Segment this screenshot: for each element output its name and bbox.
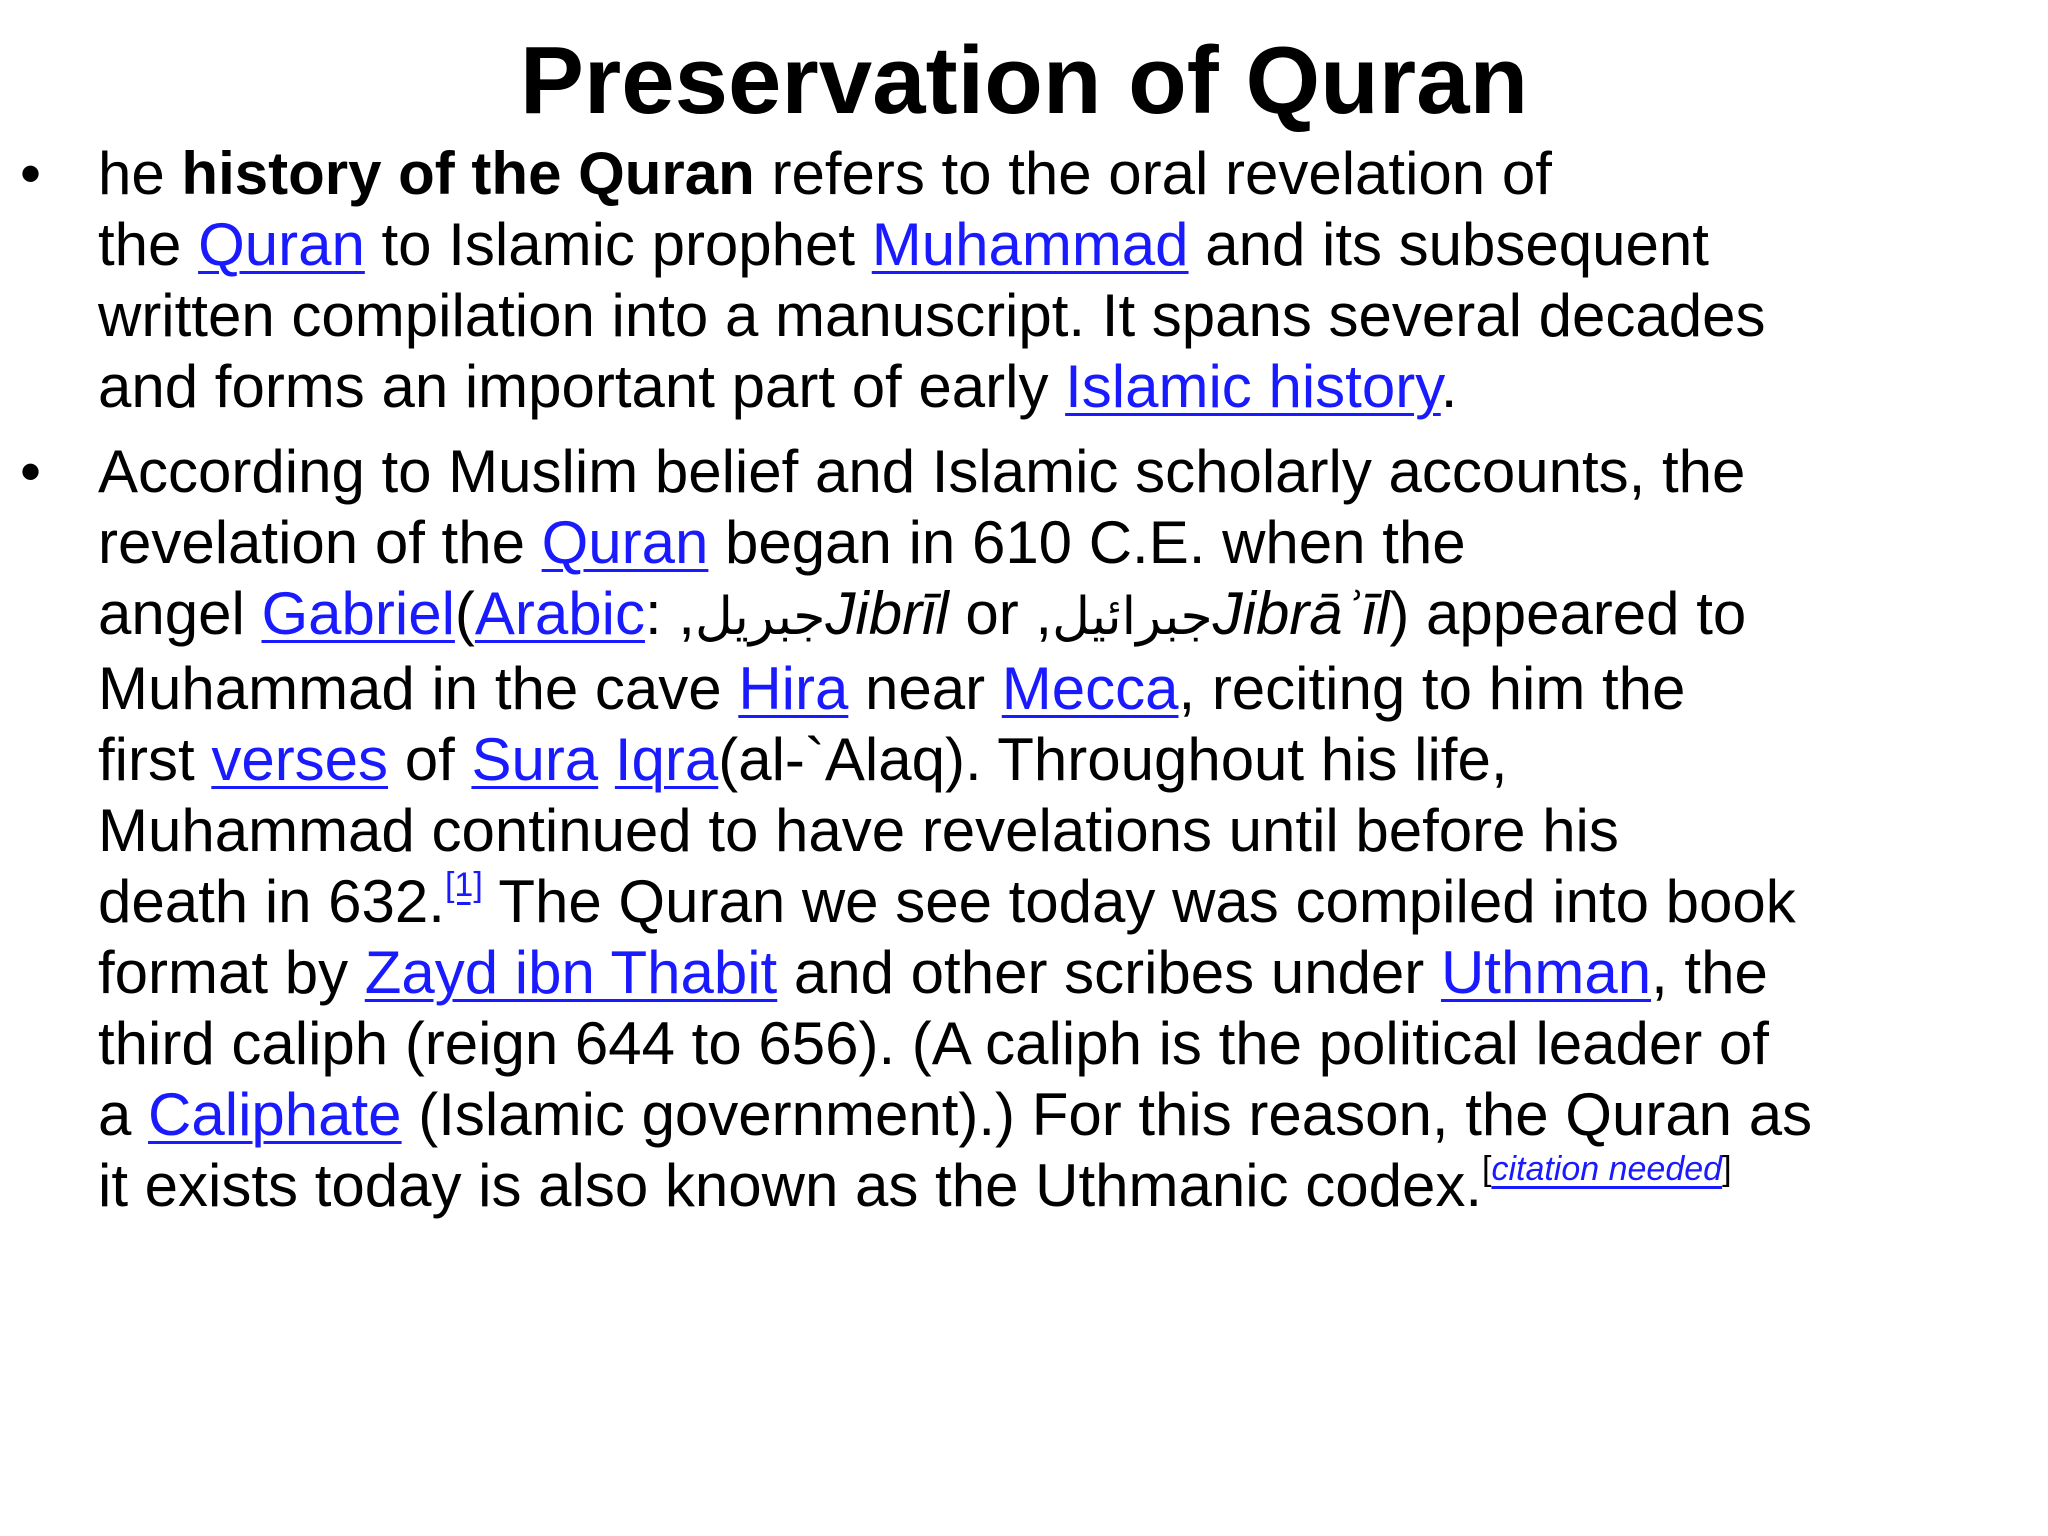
text: angel	[98, 580, 262, 647]
text: (Islamic government).) For this reason, the Quran as	[401, 1081, 1813, 1148]
bold-text: history of the Quran	[181, 140, 755, 207]
link-sura[interactable]: Sura	[471, 726, 599, 793]
text: and other scribes under	[777, 939, 1441, 1006]
text-line	[98, 578, 2030, 653]
text-line	[98, 138, 2030, 209]
text: of	[388, 726, 472, 793]
link-muhammad[interactable]: Muhammad	[871, 211, 1189, 278]
text: : ,	[644, 580, 695, 647]
text: , the	[1651, 939, 1768, 1006]
text: death in 632.	[98, 868, 445, 935]
text-line	[98, 724, 2030, 795]
text-line	[98, 436, 2030, 507]
text: and forms an important part of early	[98, 353, 1066, 420]
text: (al-`Alaq). Throughout his life,	[718, 726, 1508, 793]
text-line	[98, 937, 2030, 1008]
link-quran[interactable]: Quran	[541, 509, 709, 576]
link-hira[interactable]: Hira	[738, 655, 849, 722]
text-line	[98, 866, 2030, 937]
text: refers to the oral revelation of	[754, 140, 1552, 207]
text-line	[98, 209, 2030, 280]
text: began in 610 C.E. when the	[708, 509, 1466, 576]
text: and its subsequent	[1188, 211, 1709, 278]
link-arabic[interactable]: Arabic	[474, 580, 645, 647]
text: Muhammad in the cave	[98, 655, 739, 722]
text-line	[98, 280, 2030, 351]
link-quran[interactable]: Quran	[198, 211, 365, 278]
link-caliphate[interactable]: Caliphate	[148, 1081, 402, 1148]
text: (	[454, 580, 475, 647]
arabic-text: جبريل	[694, 587, 826, 647]
link-gabriel[interactable]: Gabriel	[261, 580, 455, 647]
text: , reciting to him the	[1178, 655, 1686, 722]
text: ) appeared to	[1389, 580, 1747, 647]
text: .	[1440, 353, 1458, 420]
transliteration: Jibrīl	[825, 580, 949, 647]
bracket: ]	[1722, 1150, 1732, 1188]
text-line	[98, 653, 2030, 724]
text: to Islamic prophet	[364, 211, 872, 278]
text	[598, 726, 615, 793]
text: revelation of the	[98, 509, 542, 576]
slide-title: Preservation of Quran	[519, 27, 1529, 134]
text: third caliph (reign 644 to 656). (A caliph is the political leader of	[98, 1010, 1769, 1077]
text-line	[98, 507, 2030, 578]
citation-needed-link[interactable]: citation needed	[1491, 1150, 1723, 1188]
arabic-text: جبرائيل	[1052, 587, 1213, 647]
text: it exists today is also known as the Uthmanic codex.	[98, 1152, 1482, 1219]
text: the	[98, 211, 199, 278]
footnote-link-1[interactable]: [1]	[444, 866, 483, 904]
text: or ,	[948, 580, 1053, 647]
text-line	[98, 1150, 2030, 1221]
text-line	[98, 351, 2030, 422]
text-line	[98, 795, 2030, 866]
link-uthman[interactable]: Uthman	[1440, 939, 1652, 1006]
text: written compilation into a manuscript. It spans several decades	[98, 282, 1766, 349]
text: Muhammad continued to have revelations until before his	[98, 797, 1619, 864]
transliteration: Jibrāʾīl	[1212, 580, 1390, 647]
link-islamic-history[interactable]: Islamic history	[1065, 353, 1441, 420]
text: format by	[98, 939, 365, 1006]
text: near	[848, 655, 1002, 722]
bullet-item-history	[20, 138, 2030, 422]
bullet-icon: •	[20, 140, 42, 207]
link-verses[interactable]: verses	[211, 726, 389, 793]
text: he	[98, 140, 182, 207]
bullet-item-revelation	[20, 436, 2030, 1221]
text-line	[98, 1008, 2030, 1079]
text: The Quran we see today was compiled into book	[482, 868, 1796, 935]
bullet-list	[20, 138, 2030, 1235]
link-mecca[interactable]: Mecca	[1001, 655, 1179, 722]
bullet-icon: •	[20, 438, 42, 505]
text: According to Muslim belief and Islamic scholarly accounts, the	[98, 438, 1746, 505]
link-zayd-ibn-thabit[interactable]: Zayd ibn Thabit	[364, 939, 778, 1006]
bracket: [	[1481, 1150, 1492, 1188]
link-iqra[interactable]: Iqra	[614, 726, 719, 793]
text-line	[98, 1079, 2030, 1150]
text: first	[98, 726, 212, 793]
text: a	[98, 1081, 149, 1148]
